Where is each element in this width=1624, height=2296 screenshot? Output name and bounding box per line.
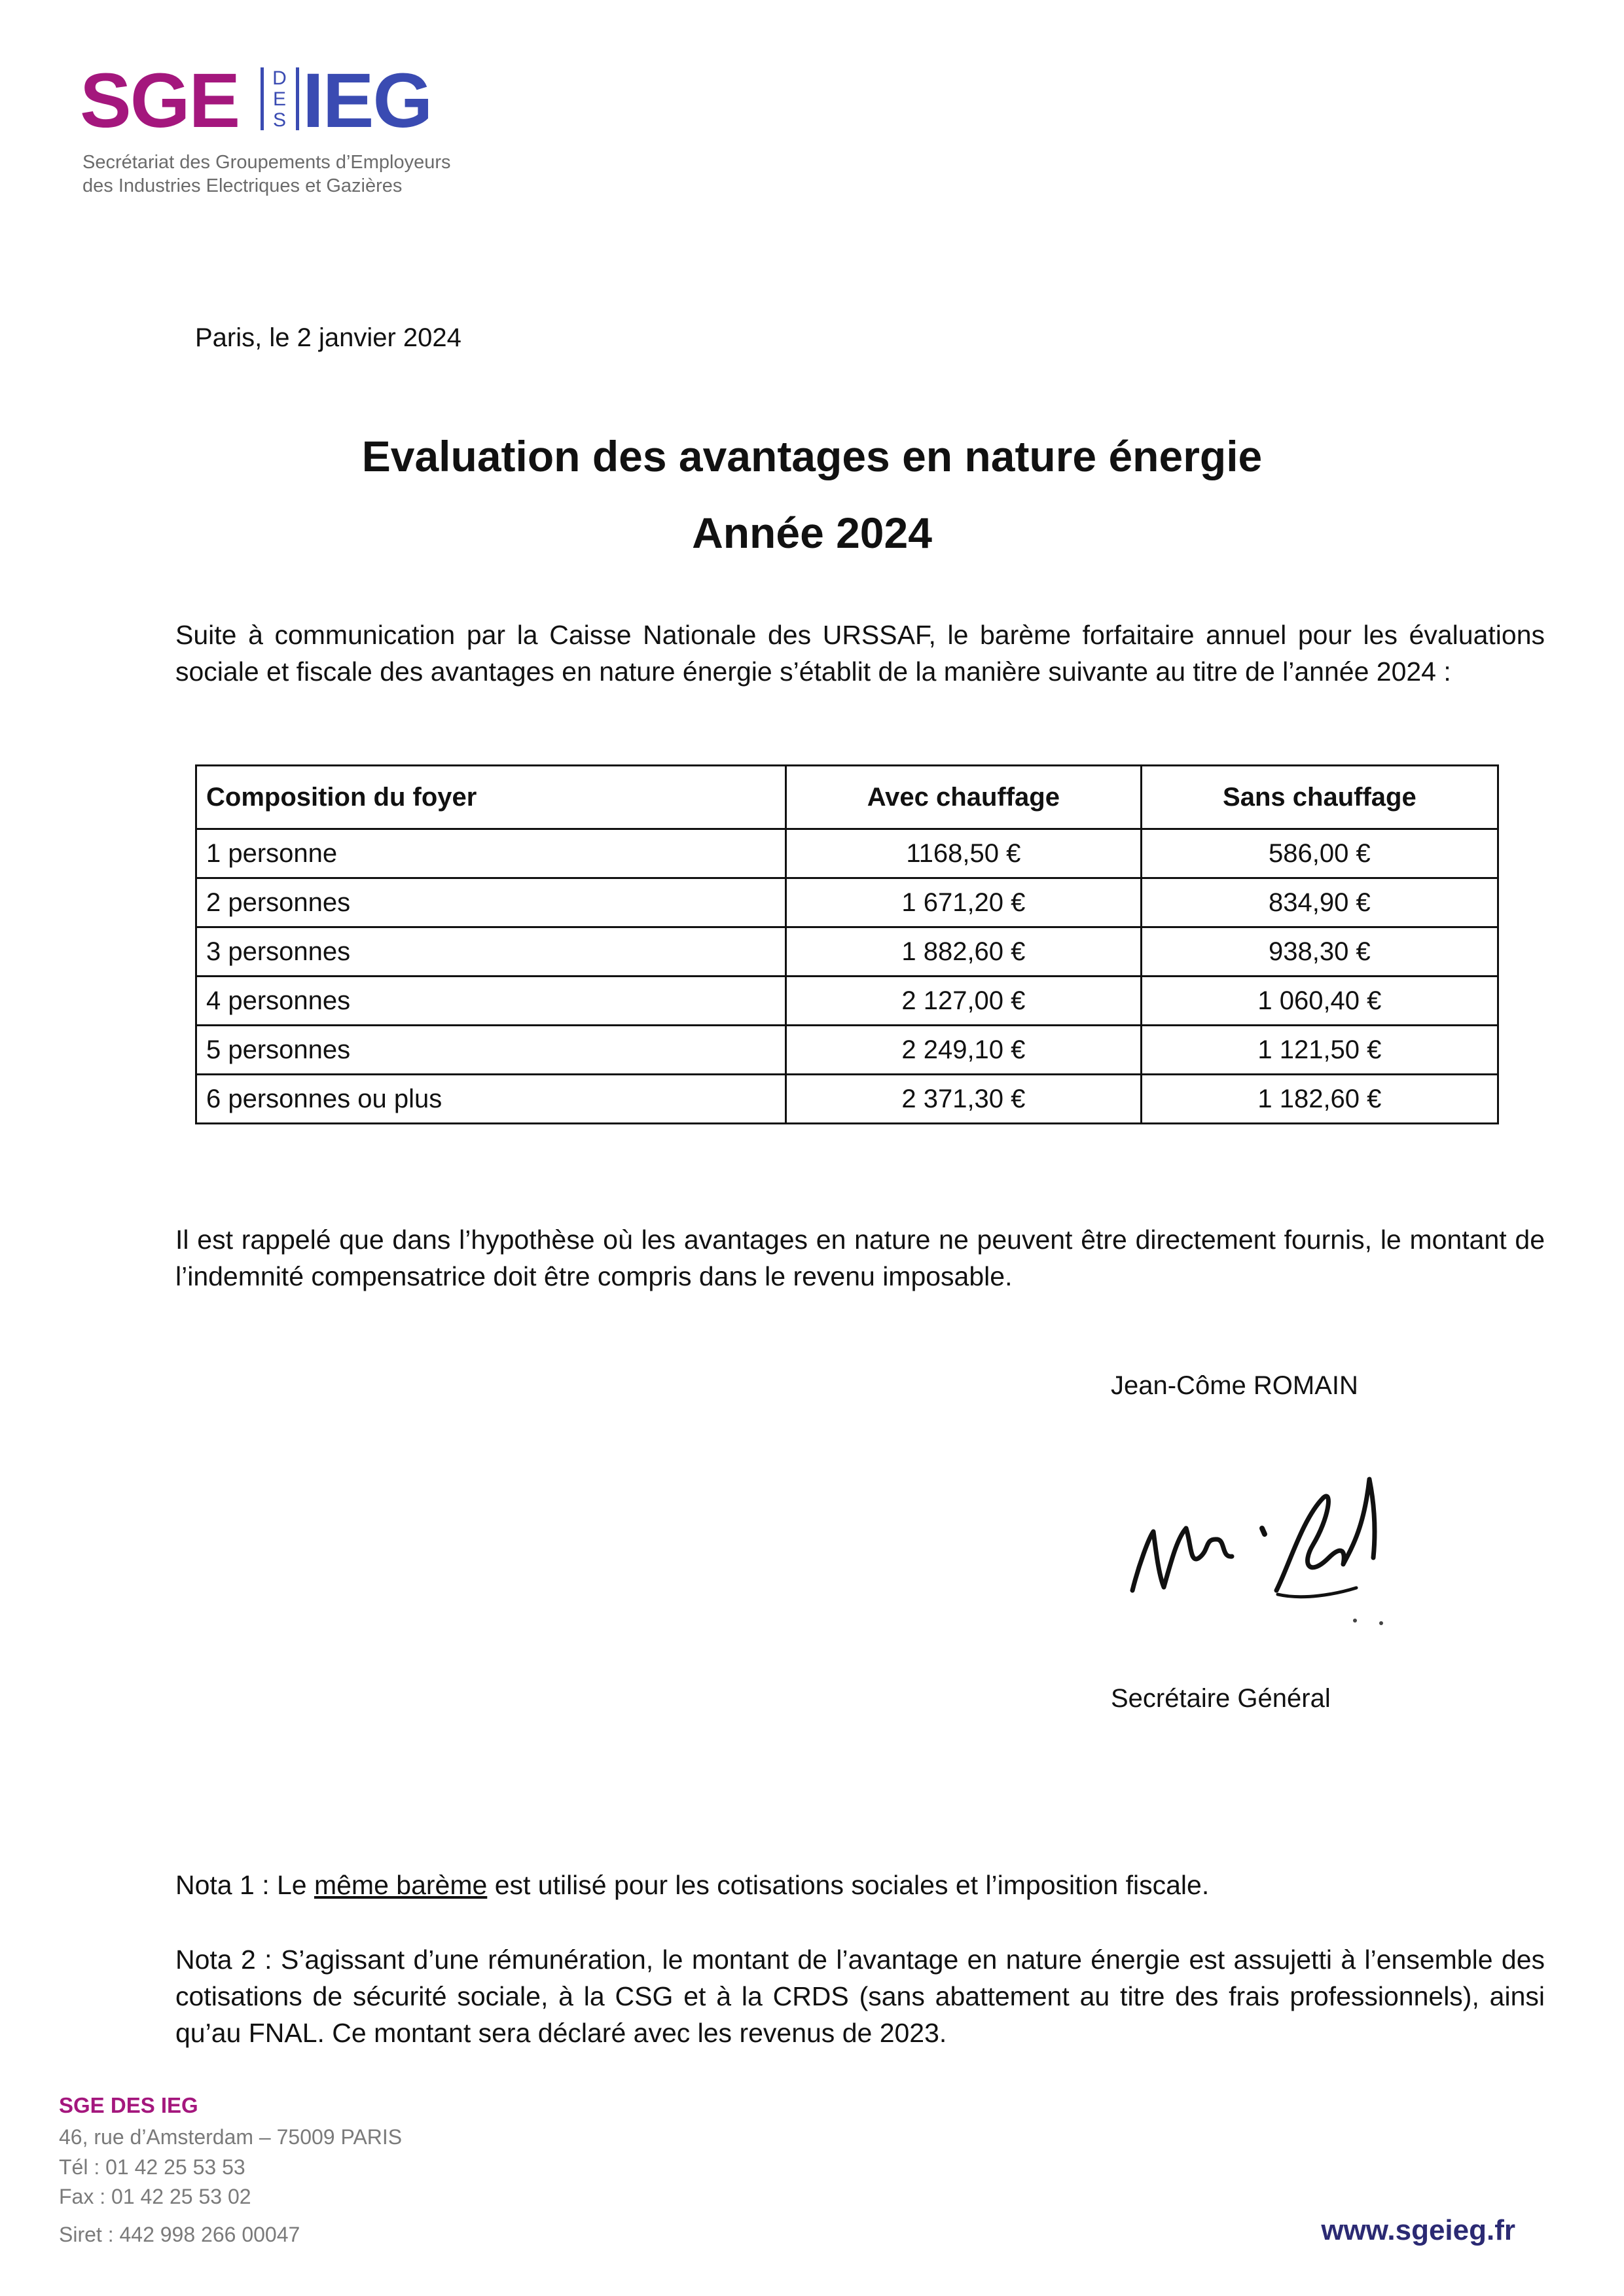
cell-household: 3 personnes [196, 927, 786, 977]
benefits-table [195, 764, 1499, 1124]
sge-ieg-logo [80, 58, 538, 200]
cell-household: 6 personnes ou plus [196, 1075, 786, 1124]
reminder-paragraph: Il est rappelé que dans l’hypothèse où les avantages en nature ne peuvent être directement fournis, le montant de l’indemnité compensatrice doit être compris dans le revenu imposable. [175, 1225, 1545, 1291]
logo-sge-text: SGE [80, 58, 240, 144]
cell-with-heating: 1 671,20 € [786, 878, 1142, 927]
cell-household: 1 personne [196, 829, 786, 878]
cell-without-heating: 938,30 € [1141, 927, 1498, 977]
cell-without-heating: 1 182,60 € [1141, 1075, 1498, 1124]
signatory-name: Jean-Côme ROMAIN [1111, 1371, 1358, 1400]
cell-with-heating: 2 127,00 € [786, 977, 1142, 1026]
logo-des-letter-e: E [272, 88, 286, 110]
cell-with-heating: 2 249,10 € [786, 1026, 1142, 1075]
table-row [196, 829, 1498, 878]
footer-fax: Fax : 01 42 25 53 02 [59, 2185, 251, 2208]
footer-address: 46, rue d’Amsterdam – 75009 PARIS [59, 2125, 403, 2149]
cell-without-heating: 586,00 € [1141, 829, 1498, 878]
cell-without-heating: 1 060,40 € [1141, 977, 1498, 1026]
nota-1-prefix: Nota 1 : Le [175, 1870, 314, 1900]
logo-ieg-text: IEG [302, 58, 432, 144]
table-row [196, 977, 1498, 1026]
header-household: Composition du foyer [196, 766, 786, 829]
cell-with-heating: 1 882,60 € [786, 927, 1142, 977]
table-row [196, 1026, 1498, 1075]
cell-without-heating: 834,90 € [1141, 878, 1498, 927]
logo-divider-right [296, 67, 299, 130]
footer-website-link[interactable]: www.sgeieg.fr [1321, 2214, 1515, 2246]
cell-with-heating: 2 371,30 € [786, 1075, 1142, 1124]
document-title-line2: Année 2024 [692, 509, 932, 557]
cell-household: 2 personnes [196, 878, 786, 927]
cell-with-heating: 1168,50 € [786, 829, 1142, 878]
footer-siret: Siret : 442 998 266 00047 [59, 2223, 300, 2246]
nota-1-suffix: est utilisé pour les cotisations sociales et l’imposition fiscale. [487, 1870, 1210, 1900]
footer-organization: SGE DES IEG [59, 2093, 198, 2117]
table-header-row [196, 766, 1498, 829]
letter-date: Paris, le 2 janvier 2024 [195, 323, 461, 352]
nota-1-underlined: même barème [314, 1870, 488, 1900]
logo-subtitle-line1: Secrétariat des Groupements d’Employeurs [82, 152, 451, 173]
table-row [196, 878, 1498, 927]
logo-des-text [265, 67, 294, 130]
cell-household: 5 personnes [196, 1026, 786, 1075]
handwritten-signature [1113, 1466, 1401, 1636]
table-row [196, 927, 1498, 977]
signatory-role: Secrétaire Général [1111, 1684, 1331, 1713]
footer-telephone: Tél : 01 42 25 53 53 [59, 2155, 245, 2179]
intro-paragraph: Suite à communication par la Caisse Nationale des URSSAF, le barème forfaitaire annuel pour les évaluations sociale et fiscale des avantages en nature énergie s’établit de la manière suivante au titre de l’année 2024 : [175, 620, 1545, 687]
cell-household: 4 personnes [196, 977, 786, 1026]
header-without-heating: Sans chauffage [1141, 766, 1498, 829]
nota-2: Nota 2 : S’agissant d’une rémunération, le montant de l’avantage en nature énergie est assujetti à l’ensemble des cotisations de sécurité sociale, à la CSG et à la CRDS (sans abattement au titre des frais professionnels), ainsi qu’au FNAL. Ce montant sera déclaré avec les revenus de 2023. [175, 1945, 1545, 2048]
logo-divider-left [261, 67, 264, 130]
logo-des-letter-s: S [272, 109, 286, 131]
cell-without-heating: 1 121,50 € [1141, 1026, 1498, 1075]
nota-1 [175, 1867, 1545, 1903]
logo-subtitle-line2: des Industries Electriques et Gazières [82, 175, 403, 196]
document-title-line1: Evaluation des avantages en nature énergie [361, 432, 1263, 480]
logo-des-letter-d: D [272, 67, 287, 89]
header-with-heating: Avec chauffage [786, 766, 1142, 829]
table-row [196, 1075, 1498, 1124]
